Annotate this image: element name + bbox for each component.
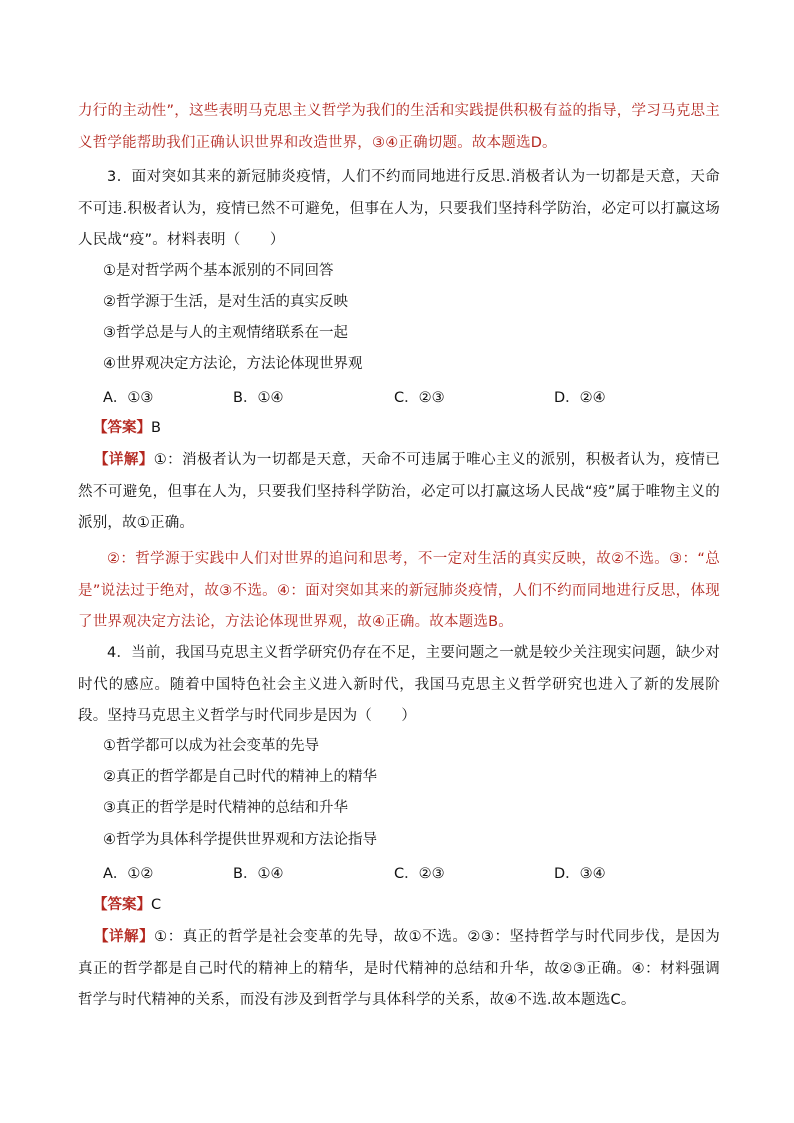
question-3-detail-1 <box>78 445 720 540</box>
answer-tag: 【答案】 <box>93 897 151 913</box>
question-3-option-c: C．②③ <box>394 390 445 406</box>
question-4-stem: 4．当前，我国马克思主义哲学研究仍存在不足，主要问题之一就是较少关注现实问题，缺少对时代的感应。随着中国特色社会主义进入新时代，我国马克思主义哲学研究也进入了新的发展阶段。坚持马克思主义哲学与时代同步是因为（ ） <box>78 645 720 724</box>
question-3-item-3: ③哲学总是与人的主观情绪联系在一起 <box>103 325 348 341</box>
question-3-stem: 3．面对突如其来的新冠肺炎疫情，人们不约而同地进行反思.消极者认为一切都是天意，天命不可违.积极者认为，疫情已然不可避免，但事在人为，只要我们坚持科学防治，必定可以打赢这场人民战“疫”。材料表明（ ） <box>78 169 720 248</box>
answer-value: B <box>151 420 161 436</box>
question-3-option-a: A．①③ <box>103 390 154 406</box>
detail-text: ①：真正的哲学是社会变革的先导，故①不选。②③：坚持哲学与时代同步伐，是因为真正的哲学都是自己时代的精神上的精华，是时代精神的总结和升华，故②③正确。④：材料强调哲学与时代精神的关系，而没有涉及到哲学与具体科学的关系，故④不选.故本题选C。 <box>78 929 720 1008</box>
detail-tag: 【详解】 <box>93 452 154 468</box>
question-4-detail <box>78 922 720 1017</box>
question-3-detail-2: ②：哲学源于实践中人们对世界的追问和思考，不一定对生活的真实反映，故②不选。③：“总是”说法过于绝对，故③不选。④：面对突如其来的新冠肺炎疫情，人们不约而同地进行反思，体现了世界观决定方法论，方法论体现世界观，故④正确。故本题选B。 <box>78 551 720 630</box>
question-4-item-3: ③真正的哲学是时代精神的总结和升华 <box>103 800 348 816</box>
question-4-answer <box>93 895 161 915</box>
question-4-item-2: ②真正的哲学都是自己时代的精神上的精华 <box>103 769 377 785</box>
question-3-item-2: ②哲学源于生活，是对生活的真实反映 <box>103 294 348 310</box>
question-4-option-a: A．①② <box>103 866 154 882</box>
question-4-option-b: B．①④ <box>233 866 284 882</box>
answer-tag: 【答案】 <box>93 420 151 436</box>
question-3-option-b: B．①④ <box>233 390 284 406</box>
question-4-item-4: ④哲学为具体科学提供世界观和方法论指导 <box>103 832 377 848</box>
detail-tag: 【详解】 <box>93 929 155 945</box>
question-3-option-d: D．②④ <box>554 390 606 406</box>
previous-analysis-text: 力行的主动性”，这些表明马克思主义哲学为我们的生活和实践提供积极有益的指导，学习马克思主义哲学能帮助我们正确认识世界和改造世界，③④正确切题。故本题选D。 <box>78 103 720 151</box>
question-4-item-1: ①哲学都可以成为社会变革的先导 <box>103 738 319 754</box>
question-3-item-4: ④世界观决定方法论，方法论体现世界观 <box>103 356 363 372</box>
detail-text: ①：消极者认为一切都是天意，天命不可违属于唯心主义的派别，积极者认为，疫情已然不可避免，但事在人为，只要我们坚持科学防治，必定可以打赢这场人民战“疫”属于唯物主义的派别，故①正确。 <box>78 452 720 531</box>
question-4-option-c: C．②③ <box>394 866 445 882</box>
question-4-option-d: D．③④ <box>554 866 606 882</box>
question-3-item-1: ①是对哲学两个基本派别的不同回答 <box>103 263 334 279</box>
question-3-answer <box>93 418 161 438</box>
answer-value: C <box>151 897 162 913</box>
question-3-options <box>103 386 723 406</box>
question-4-options <box>103 862 723 882</box>
